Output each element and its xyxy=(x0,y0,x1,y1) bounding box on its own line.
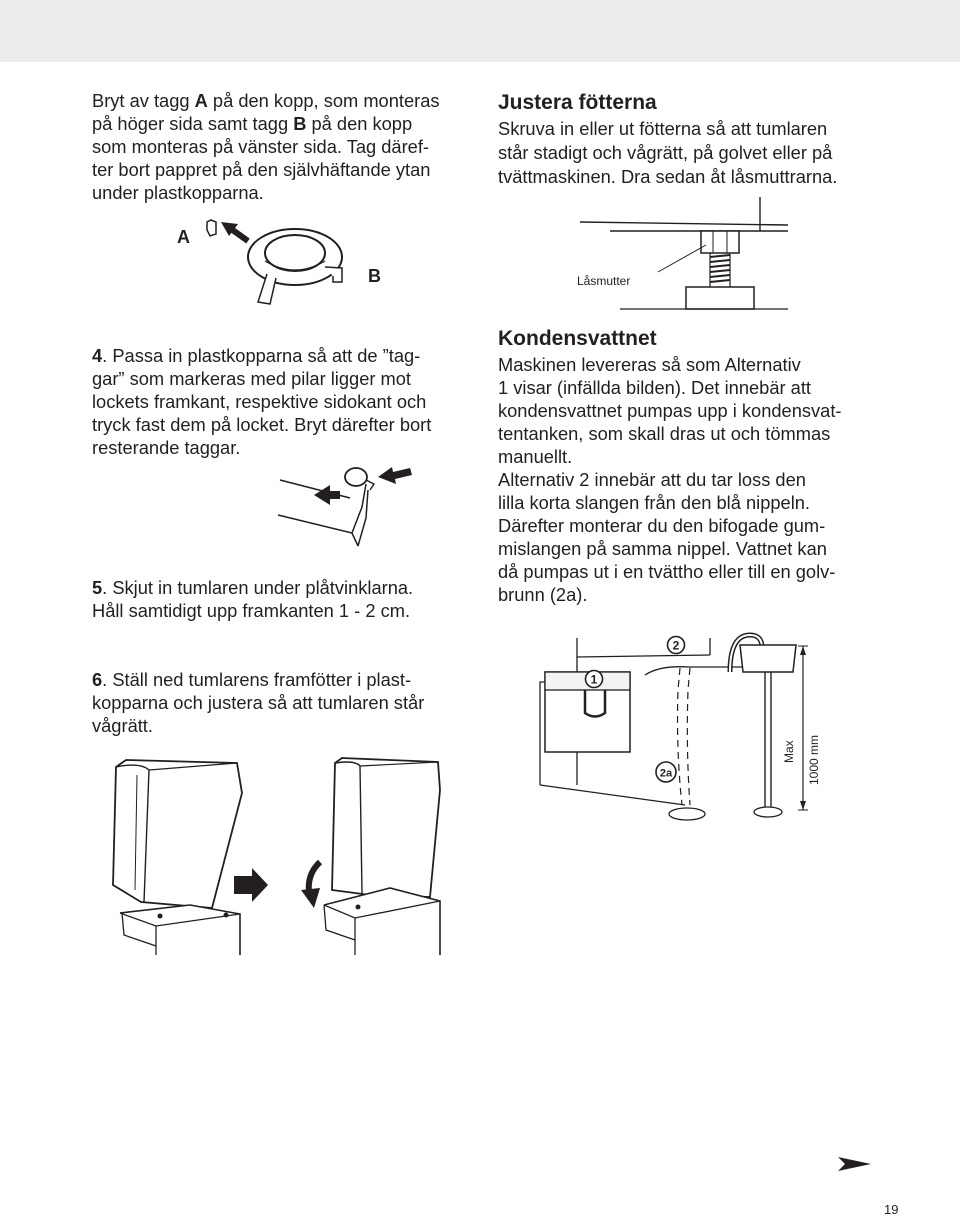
arrow-right xyxy=(314,485,340,505)
lid-cup-figure xyxy=(270,460,420,555)
step6-line-1: 6. Ställ ned tumlarens framfötter i plast- xyxy=(92,669,412,690)
foot-pad xyxy=(686,287,754,309)
step4-line-5: resterande taggar. xyxy=(92,437,241,458)
height-label: 1000 mm xyxy=(807,734,821,785)
condensate-line-6: Alternativ 2 innebär att du tar loss den xyxy=(498,469,806,490)
condensate-line-5: manuellt. xyxy=(498,446,573,467)
max-label: Max xyxy=(782,740,796,763)
condensate-line-11: brunn (2a). xyxy=(498,584,588,605)
condensate-line-2: 1 visar (infällda bilden). Det innebär att xyxy=(498,377,811,398)
lock-nut-label: Låsmutter xyxy=(577,274,631,288)
condensate-line-7: lilla korta slangen från den blå nippeln. xyxy=(498,492,811,513)
intro-line-2: på höger sida samt tagg B på den kopp xyxy=(92,113,413,134)
tag-a-shape xyxy=(207,220,216,236)
cup-ring xyxy=(345,468,367,486)
condensate-line-1: Maskinen levereras så som Alternativ xyxy=(498,354,801,375)
step4-line-1: 4. Passa in plastkopparna så att de ”tag- xyxy=(92,345,421,366)
screw-thread xyxy=(710,255,730,282)
step4-line-3: lockets framkant, respektive sidokant och xyxy=(92,391,427,412)
feet-line-1: Skruva in eller ut fötterna så att tumlaren xyxy=(498,118,828,139)
intro-line-5: under plastkopparna. xyxy=(92,182,264,203)
sink xyxy=(740,645,796,672)
lock-nut-figure xyxy=(570,195,800,315)
feet-heading: Justera fötterna xyxy=(498,91,657,114)
lower-arrow-head xyxy=(301,888,320,908)
washer-right xyxy=(324,888,440,955)
svg-text:2a: 2a xyxy=(659,767,673,780)
header-band xyxy=(0,0,960,62)
condensate-heading: Kondensvattnet xyxy=(498,327,657,350)
label-a: A xyxy=(177,227,190,247)
step6-line-2: kopparna och justera så att tumlaren står xyxy=(92,692,425,713)
feet-line-3: tvättmaskinen. Dra sedan åt låsmuttrarna. xyxy=(498,166,838,187)
svg-text:2: 2 xyxy=(672,638,680,653)
feet-line-2: står stadigt och vågrätt, på golvet eller på xyxy=(498,142,833,163)
intro-line-3: som monteras på vänster sida. Tag däref- xyxy=(92,136,430,157)
dryer-right xyxy=(332,758,440,897)
step4-line-4: tryck fast dem på locket. Bryt därefter bort xyxy=(92,414,432,435)
arrow-left xyxy=(378,467,412,484)
floor-drain xyxy=(669,808,705,820)
condensate-line-3: kondensvattnet pumpas upp i kondensvat- xyxy=(498,400,842,421)
cup-tag-figure xyxy=(170,212,400,312)
condensate-line-4: tentanken, som skall dras ut och tömmas xyxy=(498,423,831,444)
drain-figure xyxy=(540,630,840,830)
condensate-line-8: Därefter monterar du den bifogade gum- xyxy=(498,515,826,536)
page-number: 19 xyxy=(884,1202,899,1217)
condensate-line-9: mislangen på samma nippel. Vattnet kan xyxy=(498,538,827,559)
tag-left xyxy=(258,274,276,304)
label-b: B xyxy=(368,266,381,286)
lock-nut xyxy=(701,231,739,253)
step6-line-3: vågrätt. xyxy=(92,715,153,736)
intro-line-4: ter bort pappret på den självhäftande ytan xyxy=(92,159,431,180)
intro-line-1: Bryt av tagg A på den kopp, som monteras xyxy=(92,90,440,111)
dryer-left xyxy=(113,760,242,908)
slide-arrow xyxy=(234,868,268,902)
washer-left xyxy=(120,905,240,955)
svg-text:1: 1 xyxy=(590,672,598,687)
step5-line-2: Håll samtidigt upp framkanten 1 - 2 cm. xyxy=(92,600,411,621)
step4-line-2: gar” som markeras med pilar ligger mot xyxy=(92,368,412,389)
step5-line-1: 5. Skjut in tumlaren under plåtvinklarna. xyxy=(92,577,414,598)
continue-arrow-icon xyxy=(838,1156,872,1172)
dryer-placement-figure xyxy=(100,750,440,965)
condensate-line-10: då pumpas ut i en tvättho eller till en golv- xyxy=(498,561,836,582)
